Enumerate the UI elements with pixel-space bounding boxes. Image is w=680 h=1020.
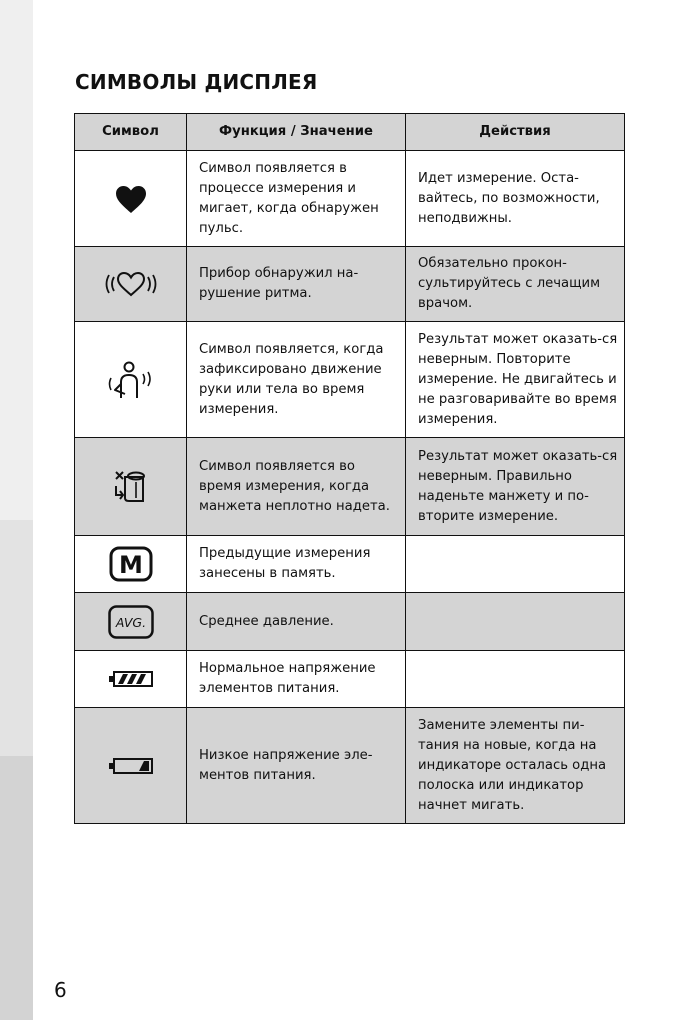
function-cell: Символ появляется во время измерения, когда манжета неплотно надета. — [187, 438, 406, 536]
function-cell: Нормальное напряжение элементов питания. — [187, 651, 406, 708]
table-row — [75, 438, 625, 536]
action-cell: Замените элементы пи-тания на новые, когда на индикаторе осталась одна полоска или индикатор начнет мигать. — [406, 708, 625, 824]
memory-icon — [109, 546, 153, 582]
display-symbols-table — [74, 113, 625, 824]
symbol-cell — [75, 438, 187, 536]
symbol-cell — [75, 651, 187, 708]
symbol-cell — [75, 536, 187, 593]
function-cell: Предыдущие измерения занесены в память. — [187, 536, 406, 593]
memory-icon-label: M — [118, 551, 143, 579]
action-cell: Результат может оказать-ся неверным. Правильно наденьте манжету и по-вторите измерение. — [406, 438, 625, 536]
table-header-row — [75, 114, 625, 151]
function-cell: Низкое напряжение эле-ментов питания. — [187, 708, 406, 824]
symbol-cell — [75, 247, 187, 322]
action-cell — [406, 593, 625, 651]
symbol-cell — [75, 322, 187, 438]
function-cell: Среднее давление. — [187, 593, 406, 651]
table-row — [75, 708, 625, 824]
table-row — [75, 247, 625, 322]
average-icon-label: AVG. — [115, 614, 146, 630]
page-edge-band-bottom — [0, 756, 33, 1020]
header-symbol: Символ — [75, 114, 187, 151]
action-cell: Идет измерение. Оста-вайтесь, по возможности, неподвижны. — [406, 151, 625, 247]
page-edge-band-middle — [0, 520, 33, 756]
table-row — [75, 593, 625, 651]
page-edge-band-top — [0, 0, 33, 520]
function-cell: Символ появляется, когда зафиксировано движение руки или тела во время измерения. — [187, 322, 406, 438]
function-cell: Символ появляется в процессе измерения и мигает, когда обнаружен пульс. — [187, 151, 406, 247]
cuff-fit-icon — [111, 468, 151, 506]
action-cell — [406, 536, 625, 593]
battery-full-icon — [108, 670, 154, 688]
symbol-cell — [75, 593, 187, 651]
table-row — [75, 151, 625, 247]
function-cell: Прибор обнаружил на-рушение ритма. — [187, 247, 406, 322]
page-title: СИМВОЛЫ ДИСПЛЕЯ — [75, 70, 318, 94]
body-movement-icon — [107, 360, 155, 400]
battery-low-icon — [108, 757, 154, 775]
header-actions: Действия — [406, 114, 625, 151]
action-cell: Результат может оказать-ся неверным. Повторите измерение. Не двигайтесь и не разговаривайте во время измерения. — [406, 322, 625, 438]
table-row — [75, 322, 625, 438]
page-number: 6 — [54, 978, 67, 1002]
symbol-cell — [75, 151, 187, 247]
symbol-cell — [75, 708, 187, 824]
table-row — [75, 536, 625, 593]
average-icon — [108, 605, 154, 639]
action-cell — [406, 651, 625, 708]
table-row — [75, 651, 625, 708]
heart-icon — [114, 184, 148, 214]
irregular-heartbeat-icon — [103, 269, 159, 299]
action-cell: Обязательно прокон-сультируйтесь с лечащим врачом. — [406, 247, 625, 322]
header-function: Функция / Значение — [187, 114, 406, 151]
